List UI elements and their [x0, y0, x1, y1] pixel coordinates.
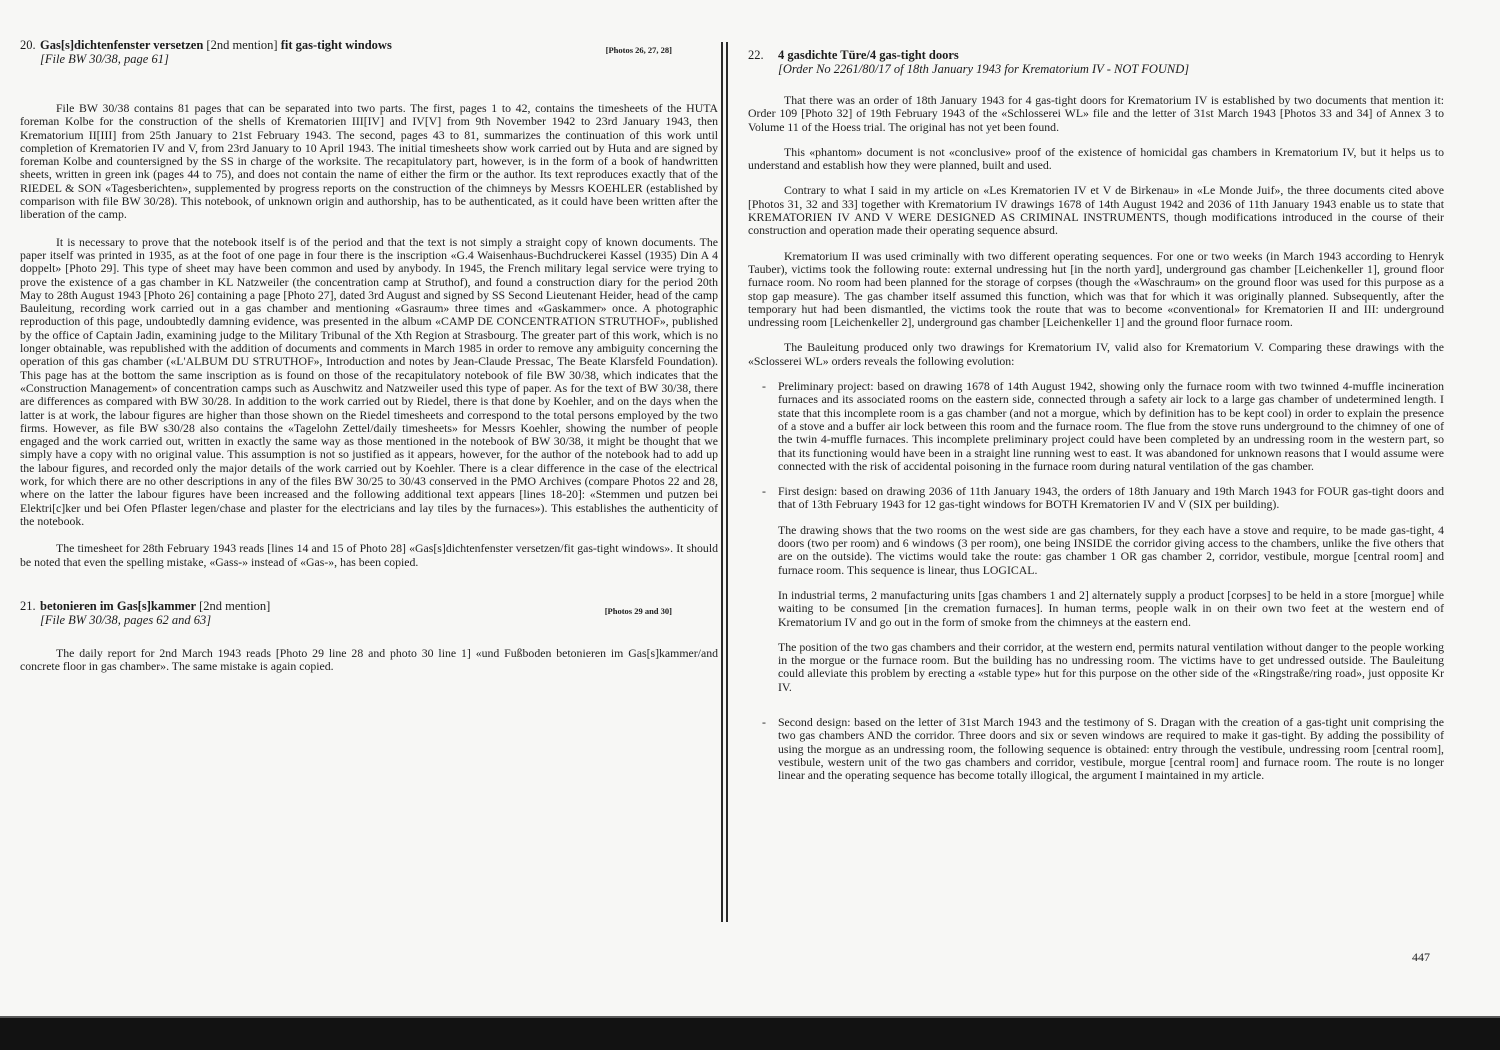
list-item-text: Preliminary project: based on drawing 1678 of 14th August 1942, showing only the furnace room with two twinned 4-muffle incineration furnaces and its associated rooms on the eastern side, connected through a safety air lock to a large gas chamber of undetermined length. I state that this incomplete room is a gas chamber (and not a morgue, which by definition has to be kept cool) in order to explain the presence of a stove and a buffer air lock between this room and the furnace room. The flue from the stove runs underground to the chimney of one of the twin 4-muffle furnaces. This incomplete preliminary project could have been completed by an undressing room in the western part, so that its functioning would have been in a straight line running west to east. It was abandoned for unknown reasons that I would assume were connected with the risk of accidental poisoning in the furnace room during natural ventilation of the gas chamber.: [778, 379, 1444, 473]
gutter-rule-left: [721, 42, 723, 922]
first-design-paragraph-3: The position of the two gas chambers and their corridor, at the western end, permits natural ventilation without danger to the people working in the morgue or the furnace room. But the building has no undressing room. The victims have to get undressed outside. The Bauleitung could alleviate this problem by erecting a «stable type» hut for this purpose on the other side of the «Ringstraße/ring road», just opposite Kr IV.: [778, 639, 1444, 694]
entry-20-title-german: Gas[s]dichtenfenster versetzen: [40, 38, 204, 52]
entry-22-paragraph-4: Krematorium II was used criminally with two different operating sequences. For one or two weeks (in March 1943 according to Henryk Tauber), victims took the following route: external undressing hut [in the north yard], underground gas chamber [Leichenkeller 1], ground floor furnace room. No room had been planned for the storage of corpses (though the «Waschraum» on the ground floor was used for this purpose as a stop gap measure). The gas chamber itself assumed this function, which was that for which it was originally planned. Subsequently, after the temporary hut had been dismantled, the victims took the route that was to become «conventional» for Krematorien II and III: underground undressing room [Leichenkeller 2], underground gas chamber [Leichenkeller 1] and the ground floor furnace room.: [748, 248, 1444, 330]
entry-20-mention: [2nd mention]: [206, 38, 278, 52]
entry-20-paragraph-1: File BW 30/38 contains 81 pages that can be separated into two parts. The first, pages 1 to 42, contains the timesheets of the HUTA foreman Kolbe for the construction of the shells of Krematorien III[IV] and IV[V] from 9th November 1942 to 23rd January 1943, then Krematorium II[III] from 25th January to 21st February 1943. The second, pages 43 to 81, summarizes the continuation of this work until completion of Krematorien IV and V, from 23rd January to 10 April 1943. The initial timesheets show work carried out by Huta and are signed by foreman Kolbe and countersigned by the SS in charge of the worksite. The recapitulatory part, however, is in the form of a book of handwritten sheets, written in green ink (pages 44 to 75), and does not contain the name of either the firm or the author. Its text reproduces exactly that of the RIEDEL & SON «Tagesberichten», supplemented by progress reports on the construction of the chimneys by Messrs KOEHLER (established by comparison with file BW 30/28). This notebook, of unknown origin and authorship, has to be authenticated, as it could have been written after the liberation of the camp.: [20, 101, 718, 222]
entry-21-number: 21.: [20, 598, 36, 613]
entry-20-heading: [20, 38, 718, 55]
list-item-text: First design: based on drawing 2036 of 11th January 1943, the orders of 18th January and 19th March 1943 for FOUR gas-tight doors and that of 13th February 1943 for 12 gas-tight windows for BOTH Krematorien IV and V (SIX per building).: [778, 484, 1444, 512]
gutter-rule-right: [726, 42, 728, 922]
entry-20-title-english: fit gas-tight windows: [280, 38, 392, 52]
list-item-preliminary-project: [748, 380, 1444, 473]
left-page: [20, 38, 718, 673]
entry-22-number: 22.: [748, 48, 764, 62]
list-item-first-design: [748, 485, 1444, 512]
bullet-dash: -: [762, 484, 766, 499]
bullet-dash: -: [762, 379, 766, 394]
entry-22-title-text: 4 gasdichte Türe/4 gas-tight doors: [778, 48, 959, 62]
entry-21-mention: [2nd mention]: [199, 598, 271, 613]
entry-21-photo-ref: [Photos 29 and 30]: [604, 605, 672, 616]
entry-21-title-german: betonieren im Gas[s]kammer: [40, 598, 196, 613]
entry-22-file-ref: [Order No 2261/80/17 of 18th January 1943 for Krematorium IV - NOT FOUND]: [778, 62, 1190, 76]
bullet-dash: -: [762, 714, 766, 729]
entry-20-paragraph-2: It is necessary to prove that the notebook itself is of the period and that the text is not simply a straight copy of known documents. The paper itself was printed in 1935, as at the foot of one page in four there is the inscription «G.4 Waisenhaus-Buchdruckerei Kassel (1935) Din A 4 doppelt» [Photo 29]. This type of sheet may have been common and used by anybody. In 1945, the French military legal service were trying to prove the existence of a gas chamber in KL Natzweiler (the concentration camp at Struthof), and found a construction diary for the period 20th May to 28th August 1943 [Photo 26] containing a page [Photo 27], dated 3rd August and signed by SS Second Lieutenant Heider, head of the camp Bauleitung, recording work carried out in a gas chamber and mentioning «Gasraum» three times and «Gaskammer» once. A photographic reproduction of this page, undoubtedly damning evidence, was presented in the album «CAMP DE CONCENTRATION STRUTHOF», published by the office of Captain Jadin, examining judge to the Military Tribunal of the Xth Region at Strasbourg. The greater part of this work, which is no longer obtainable, was republished with the addition of documents and comments in March 1985 in order to remove any ambiguity concerning the operation of this gas chamber («L'ALBUM DU STRUTHOF», Introduction and notes by Jean-Claude Pressac, The Beate Klarsfeld Foundation). This page has at the bottom the same inscription as is found on those of the recapitulatory notebook of file BW 30/38, which indicates that the «Construction Management» of concentration camps such as Auschwitz and Natzweiler used this type of paper. As for the text of BW 30/38, there are differences as compared with BW 30/28. In addition to the work carried out by Riedel, there is that done by Koehler, and on the days when the latter is at work, the labour figures are higher than those shown on the Riedel timesheets and correspond to the total persons employed by the two firms. However, as file BW s30/28 also contains the «Tagelohn Zettel/daily timesheets» for Messrs Koehler, showing the number of people engaged and the work carried out, written in exactly the same way as those mentioned in the notebook of BW 30/38, it might be thought that we simply have a copy with no original value. This assumption is not so justified as it appears, however, for the author of the notebook had to add up the labour figures, and recorded only the major details of the work carried out by Koehler. There is a clear difference in the case of the electrical work, for which there are no other descriptions in any of the files BW 30/25 to 30/43 conserved in the PMO Archives (compare Photos 22 and 28, where on the latter the labour figures have been increased and the following additional text appears [lines 18-20]: «Stemmen und putzen bei Elektri[c]ker und bei Ofen Pflaster legen/chase and plaster for the electricians and lay tiles by the furnaces»). This establishes the authenticity of the notebook.: [20, 234, 718, 528]
list-item-second-design: [748, 716, 1444, 782]
first-design-paragraph-1: The drawing shows that the two rooms on the west side are gas chambers, for they each have a stove and require, to be made gas-tight, 4 doors (two per room) and 6 windows (3 per room), one being INSIDE the corridor giving access to the chambers, unlike the five others that are on the outside). The victims would take the route: gas chamber 1 OR gas chamber 2, corridor, vestibule, morgue [central room] and furnace room. This sequence is linear, thus LOGICAL.: [778, 522, 1444, 577]
entry-22-paragraph-5: The Bauleitung produced only two drawings for Krematorium IV, valid also for Krematorium V. Comparing these drawings with the «Sclosserei WL» orders reveals the following evolution:: [748, 340, 1444, 368]
entry-21-heading: [20, 598, 718, 616]
entry-20-file-ref: [File BW 30/38, page 61]: [40, 52, 169, 66]
entry-22-title: [748, 48, 1444, 62]
entry-20-paragraph-3: The timesheet for 28th February 1943 reads [lines 14 and 15 of Photo 28] «Gas[s]dichtenfenster versetzen/fit gas-tight windows». It should be noted that even the spelling mistake, «Gass-» instead of «Gas-», has been copied.: [20, 541, 718, 569]
list-item-text: Second design: based on the letter of 31st March 1943 and the testimony of S. Dragan with the creation of a gas-tight unit comprising the two gas chambers AND the corridor. Three doors and six or seven windows are required to make it gas-tight. By adding the possibility of using the morgue as an undressing room, the following sequence is obtained: entry through the vestibule, undressing room [central room], vestibule, western unit of the two gas chambers and corridor, vestibule, morgue [central room] and furnace room. The route is no longer linear and the operating sequence has become totally illogical, the argument I maintained in my article.: [778, 714, 1444, 783]
page-number: 447: [1412, 950, 1430, 964]
entry-22-paragraph-2: This «phantom» document is not «conclusive» proof of the existence of homicidal gas chambers in Krematorium IV, but it helps us to understand and establish how they were planned, built and used.: [748, 144, 1444, 173]
entry-22-paragraph-1: That there was an order of 18th January 1943 for 4 gas-tight doors for Krematorium IV is established by two documents that mention it: Order 109 [Photo 32] of 19th February 1943 of the «Schlosserei WL» file and the letter of 31st March 1943 [Photos 33 and 34] of Annex 3 to Volume 11 of the Hoess trial. The original has not yet been found.: [748, 93, 1444, 134]
entry-20-number: 20.: [20, 38, 36, 52]
right-page: [748, 38, 1444, 782]
scan-edge-bar: [0, 1016, 1500, 1050]
entry-22-paragraph-3: Contrary to what I said in my article on «Les Krematorien IV et V de Birkenau» in «Le Monde Juif», the three documents cited above [Photos 31, 32 and 33] together with Krematorium IV drawings 1678 of 14th August 1942 and 2036 of 11th January 1943 enable us to state that KREMATORIEN IV AND V WERE DESIGNED AS CRIMINAL INSTRUMENTS, though modifications introduced in the course of their construction and operation made their operating sequence absurd.: [748, 183, 1444, 238]
entry-21-file-ref: [File BW 30/38, pages 62 and 63]: [40, 612, 212, 627]
scan-edge-strip: [0, 1016, 1500, 1018]
first-design-paragraph-2: In industrial terms, 2 manufacturing units [gas chambers 1 and 2] alternately supply a product [corpses] to be held in a store [morgue] while waiting to be consumed [in the cremation furnaces]. In human terms, people walk in on their own two feet at the western end of Krematorium IV and go out in the form of smoke from the chimneys at the eastern end.: [778, 587, 1444, 629]
entry-22-heading: [748, 48, 1444, 62]
entry-20-photo-ref: [Photos 26, 27, 28]: [605, 45, 672, 55]
entry-21-paragraph-1: The daily report for 2nd March 1943 reads [Photo 29 line 28 and photo 30 line 1] «und Fußboden betonieren im Gas[s]kammer/and concrete floor in gas chamber». The same mistake is again copied.: [20, 645, 718, 674]
